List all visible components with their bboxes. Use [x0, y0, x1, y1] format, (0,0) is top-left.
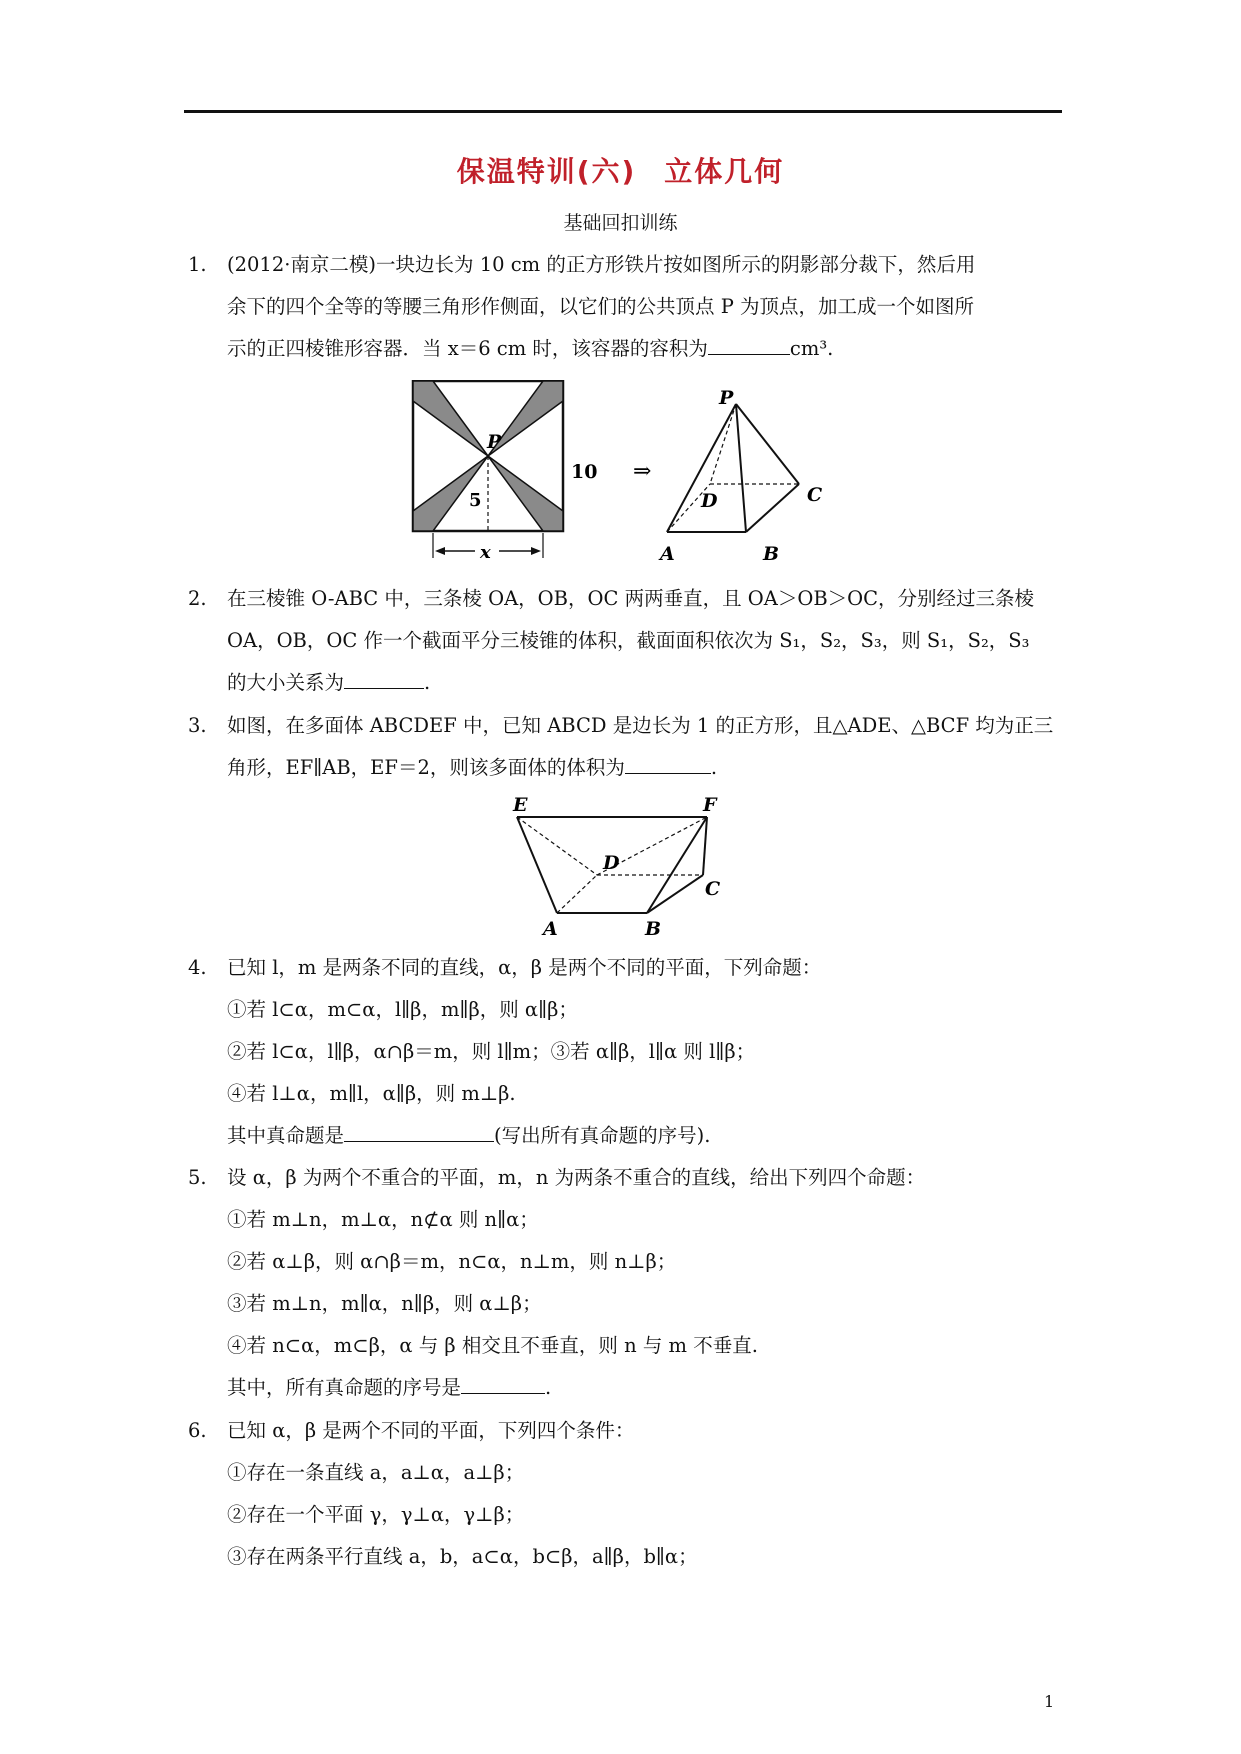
label-pyramid-p: P	[719, 387, 734, 409]
label-half-side: 5	[469, 490, 482, 511]
problem-2-line-3-text: 的大小关系为	[227, 671, 345, 694]
problem-4-number: 4.	[188, 956, 207, 979]
problem-3-line-2	[227, 755, 717, 781]
problem-2-line-2: OA，OB，OC 作一个截面平分三棱锥的体积，截面面积依次为 S₁，S₂，S₃，则 S₁，S₂，S₃	[227, 629, 1030, 652]
problem-5-number: 5.	[188, 1166, 207, 1189]
answer-blank-4[interactable]	[344, 1123, 494, 1142]
label-side-length: 10	[571, 461, 598, 483]
problem-5-prop-2: ②若 α⊥β，则 α∩β＝m，n⊂α，n⊥m，则 n⊥β；	[227, 1250, 677, 1273]
problem-2-line-3	[227, 670, 430, 696]
label-x: x	[480, 542, 491, 563]
problem-4-prop-1: ①若 l⊂α，m⊂α，l∥β，m∥β，则 α∥β；	[227, 998, 578, 1021]
cut-square-diagram	[413, 381, 597, 563]
title-part1: 保温特训(六)	[456, 155, 637, 188]
problem-5-question-text: 其中，所有真命题的序号是	[227, 1376, 462, 1399]
problem-4-question	[227, 1123, 710, 1149]
problem-5-period: .	[545, 1376, 552, 1399]
arrow-implies: ⇒	[633, 459, 652, 484]
problem-5-prop-3: ③若 m⊥n，m∥α，n∥β，则 α⊥β；	[227, 1292, 542, 1315]
title-part2: 立体几何	[664, 155, 785, 188]
problem-4-line-1: 已知 l，m 是两条不同的直线，α，β 是两个不同的平面，下列命题：	[227, 956, 822, 979]
label-pyramid-d: D	[701, 490, 718, 512]
label-c: C	[705, 878, 721, 900]
problem-6-cond-3: ③存在两条平行直线 a，b，a⊂α，b⊂β，a∥β，b∥α；	[227, 1545, 698, 1568]
label-b: B	[645, 918, 662, 940]
problem-4-prop-2-3: ②若 l⊂α，l∥β，α∩β＝m，则 l∥m；③若 α∥β，l∥α 则 l∥β；	[227, 1040, 756, 1063]
problem-5-prop-4: ④若 n⊂α，m⊂β，α 与 β 相交且不垂直，则 n 与 m 不垂直.	[227, 1334, 758, 1357]
problem-1-figure	[405, 380, 855, 572]
label-pyramid-c: C	[807, 484, 823, 506]
problem-3-line-1: 如图，在多面体 ABCDEF 中，已知 ABCD 是边长为 1 的正方形，且△ADE、△BCF 均为正三	[227, 714, 1054, 737]
problem-1-line-3	[227, 336, 833, 362]
label-pyramid-b: B	[763, 543, 780, 565]
label-a: A	[543, 918, 558, 940]
section-subtitle: 基础回扣训练	[563, 212, 678, 234]
page-number: 1	[1044, 1692, 1055, 1711]
problem-3-line-2-text: 角形，EF∥AB，EF＝2，则该多面体的体积为	[227, 756, 625, 779]
problem-5-question	[227, 1375, 551, 1401]
problem-1-unit: cm³.	[789, 337, 834, 360]
answer-blank-2[interactable]	[344, 670, 424, 689]
header-rule	[184, 110, 1062, 113]
answer-blank-3[interactable]	[625, 755, 711, 774]
problem-1-line-3-text: 示的正四棱锥形容器．当 x＝6 cm 时，该容器的容积为	[227, 337, 708, 360]
problem-3-number: 3.	[188, 714, 207, 737]
problem-1-line-1: (2012·南京二模)一块边长为 10 cm 的正方形铁片按如图所示的阴影部分裁下，然后用	[227, 253, 976, 276]
problem-6-cond-2: ②存在一个平面 γ，γ⊥α，γ⊥β；	[227, 1503, 525, 1526]
answer-blank-5[interactable]	[461, 1375, 545, 1394]
pyramid-diagram	[658, 387, 822, 565]
problem-4-prop-4: ④若 l⊥α，m∥l，α∥β，则 m⊥β.	[227, 1082, 516, 1105]
problem-2-line-1: 在三棱锥 O-ABC 中，三条棱 OA，OB，OC 两两垂直，且 OA＞OB＞OC，分别经过三条棱	[227, 587, 1035, 610]
problem-5-line-1: 设 α，β 为两个不重合的平面，m，n 为两条不重合的直线，给出下列四个命题：	[227, 1166, 926, 1189]
answer-blank-1[interactable]	[708, 336, 790, 355]
label-f: F	[703, 795, 717, 816]
label-apex-p: P	[487, 431, 502, 453]
page-title	[0, 150, 1241, 190]
problem-2-number: 2.	[188, 587, 207, 610]
label-pyramid-a: A	[660, 543, 675, 565]
label-e: E	[513, 795, 528, 816]
problem-3-period: .	[710, 756, 718, 779]
label-d: D	[603, 852, 620, 874]
problem-1-number: 1.	[188, 253, 207, 276]
problem-3-figure	[505, 795, 735, 940]
problem-1-line-2: 余下的四个全等的等腰三角形作侧面，以它们的公共顶点 P 为顶点，加工成一个如图所	[227, 295, 975, 318]
problem-6-cond-1: ①存在一条直线 a，a⊥α，a⊥β；	[227, 1461, 525, 1484]
problem-5-prop-1: ①若 m⊥n，m⊥α，n⊄α 则 n∥α；	[227, 1208, 539, 1231]
problem-4-question-text: 其中真命题是	[227, 1124, 345, 1147]
problem-6-line-1: 已知 α，β 是两个不同的平面，下列四个条件：	[227, 1419, 635, 1442]
problem-6-number: 6.	[188, 1419, 207, 1442]
problem-4-hint: (写出所有真命题的序号).	[494, 1124, 711, 1147]
problem-2-period: .	[424, 671, 431, 694]
